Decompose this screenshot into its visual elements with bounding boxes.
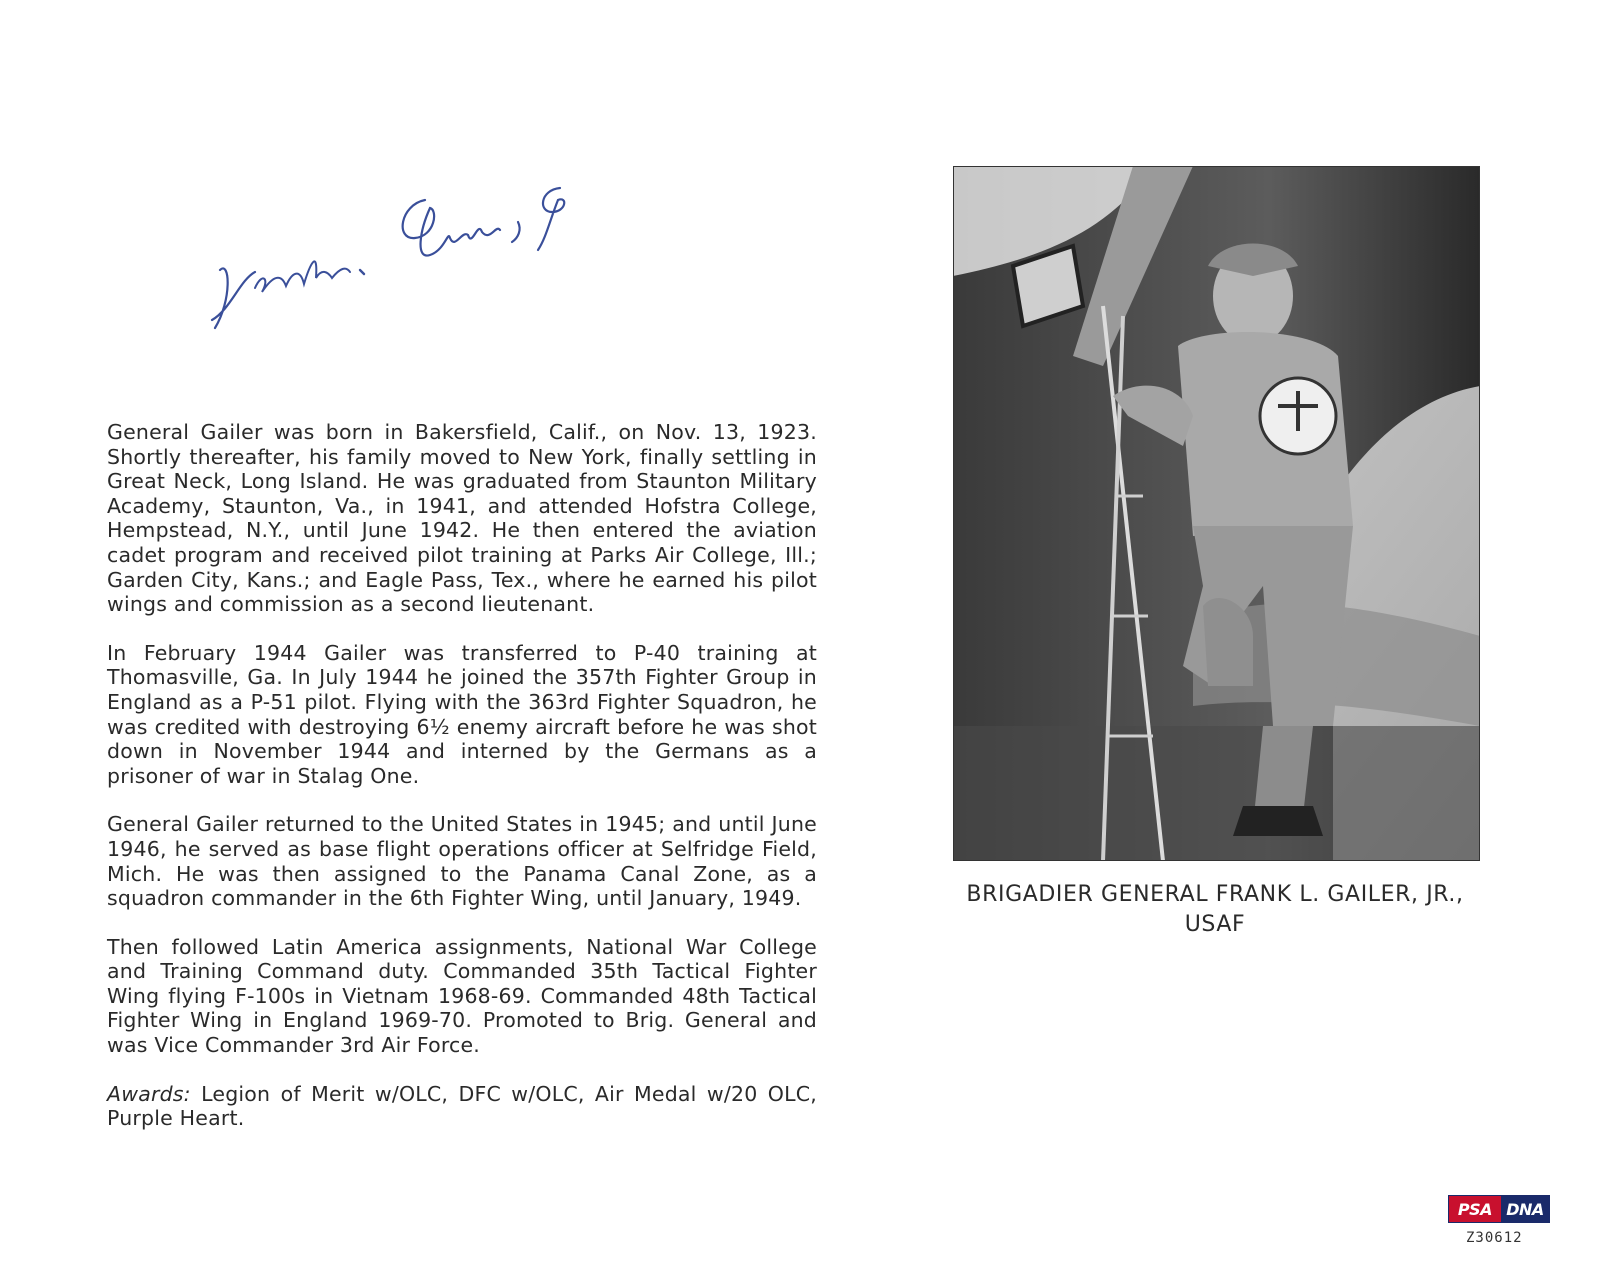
certificate-number: Z30612 (1466, 1230, 1523, 1246)
awards-text: Legion of Merit w/OLC, DFC w/OLC, Air Medal w/20 OLC, Purple Heart. (107, 1081, 817, 1131)
bio-paragraph-4: Then followed Latin America assignments, National War College and Training Command duty. Commanded 35th Tactical Fighter Wing flying F-100s in Vietnam 1968-69. Commanded 48th Tactical Fighter Wing in England 1969-70. Promoted to Brig. General and was Vice Commander 3rd Air Force. (107, 934, 817, 1058)
photo-caption (930, 880, 1500, 940)
biography-text (107, 420, 817, 1155)
bio-paragraph-1: General Gailer was born in Bakersfield, Calif., on Nov. 13, 1923. Shortly thereafter, his family moved to New York, finally settling in Great Neck, Long Island. He was graduated from Staunton Military Academy, Staunton, Va., in 1941, and attended Hofstra College, Hempstead, N.Y., until June 1942. He then entered the aviation cadet program and received pilot training at Parks Air College, Ill.; Garden City, Kans.; and Eagle Pass, Tex., where he earned his pilot wings and commission as a second lieutenant. (107, 420, 817, 617)
portrait-photo (953, 166, 1480, 861)
bio-awards (107, 1082, 817, 1131)
awards-label: Awards: (107, 1081, 191, 1106)
bio-paragraph-3: General Gailer returned to the United States in 1945; and until June 1946, he served as base flight operations officer at Selfridge Field, Mich. He was then assigned to the Panama Canal Zone, as a squadron commander in the 6th Fighter Wing, until January, 1949. (107, 812, 817, 911)
caption-line-1: BRIGADIER GENERAL FRANK L. GAILER, JR., (966, 882, 1464, 907)
psa-dna-logo (1448, 1195, 1550, 1223)
psa-logo-text: PSA (1449, 1196, 1501, 1222)
dna-logo-text: DNA (1501, 1196, 1549, 1222)
autograph-signature (200, 160, 600, 350)
bio-paragraph-2: In February 1944 Gailer was transferred to P-40 training at Thomasville, Ga. In July 1944 he joined the 357th Fighter Group in England as a P-51 pilot. Flying with the 363rd Fighter Squadron, he was credited with destroying 6½ enemy aircraft before he was shot down in November 1944 and interned by the Germans as a prisoner of war in Stalag One. (107, 640, 817, 788)
caption-line-2: USAF (1184, 912, 1246, 937)
